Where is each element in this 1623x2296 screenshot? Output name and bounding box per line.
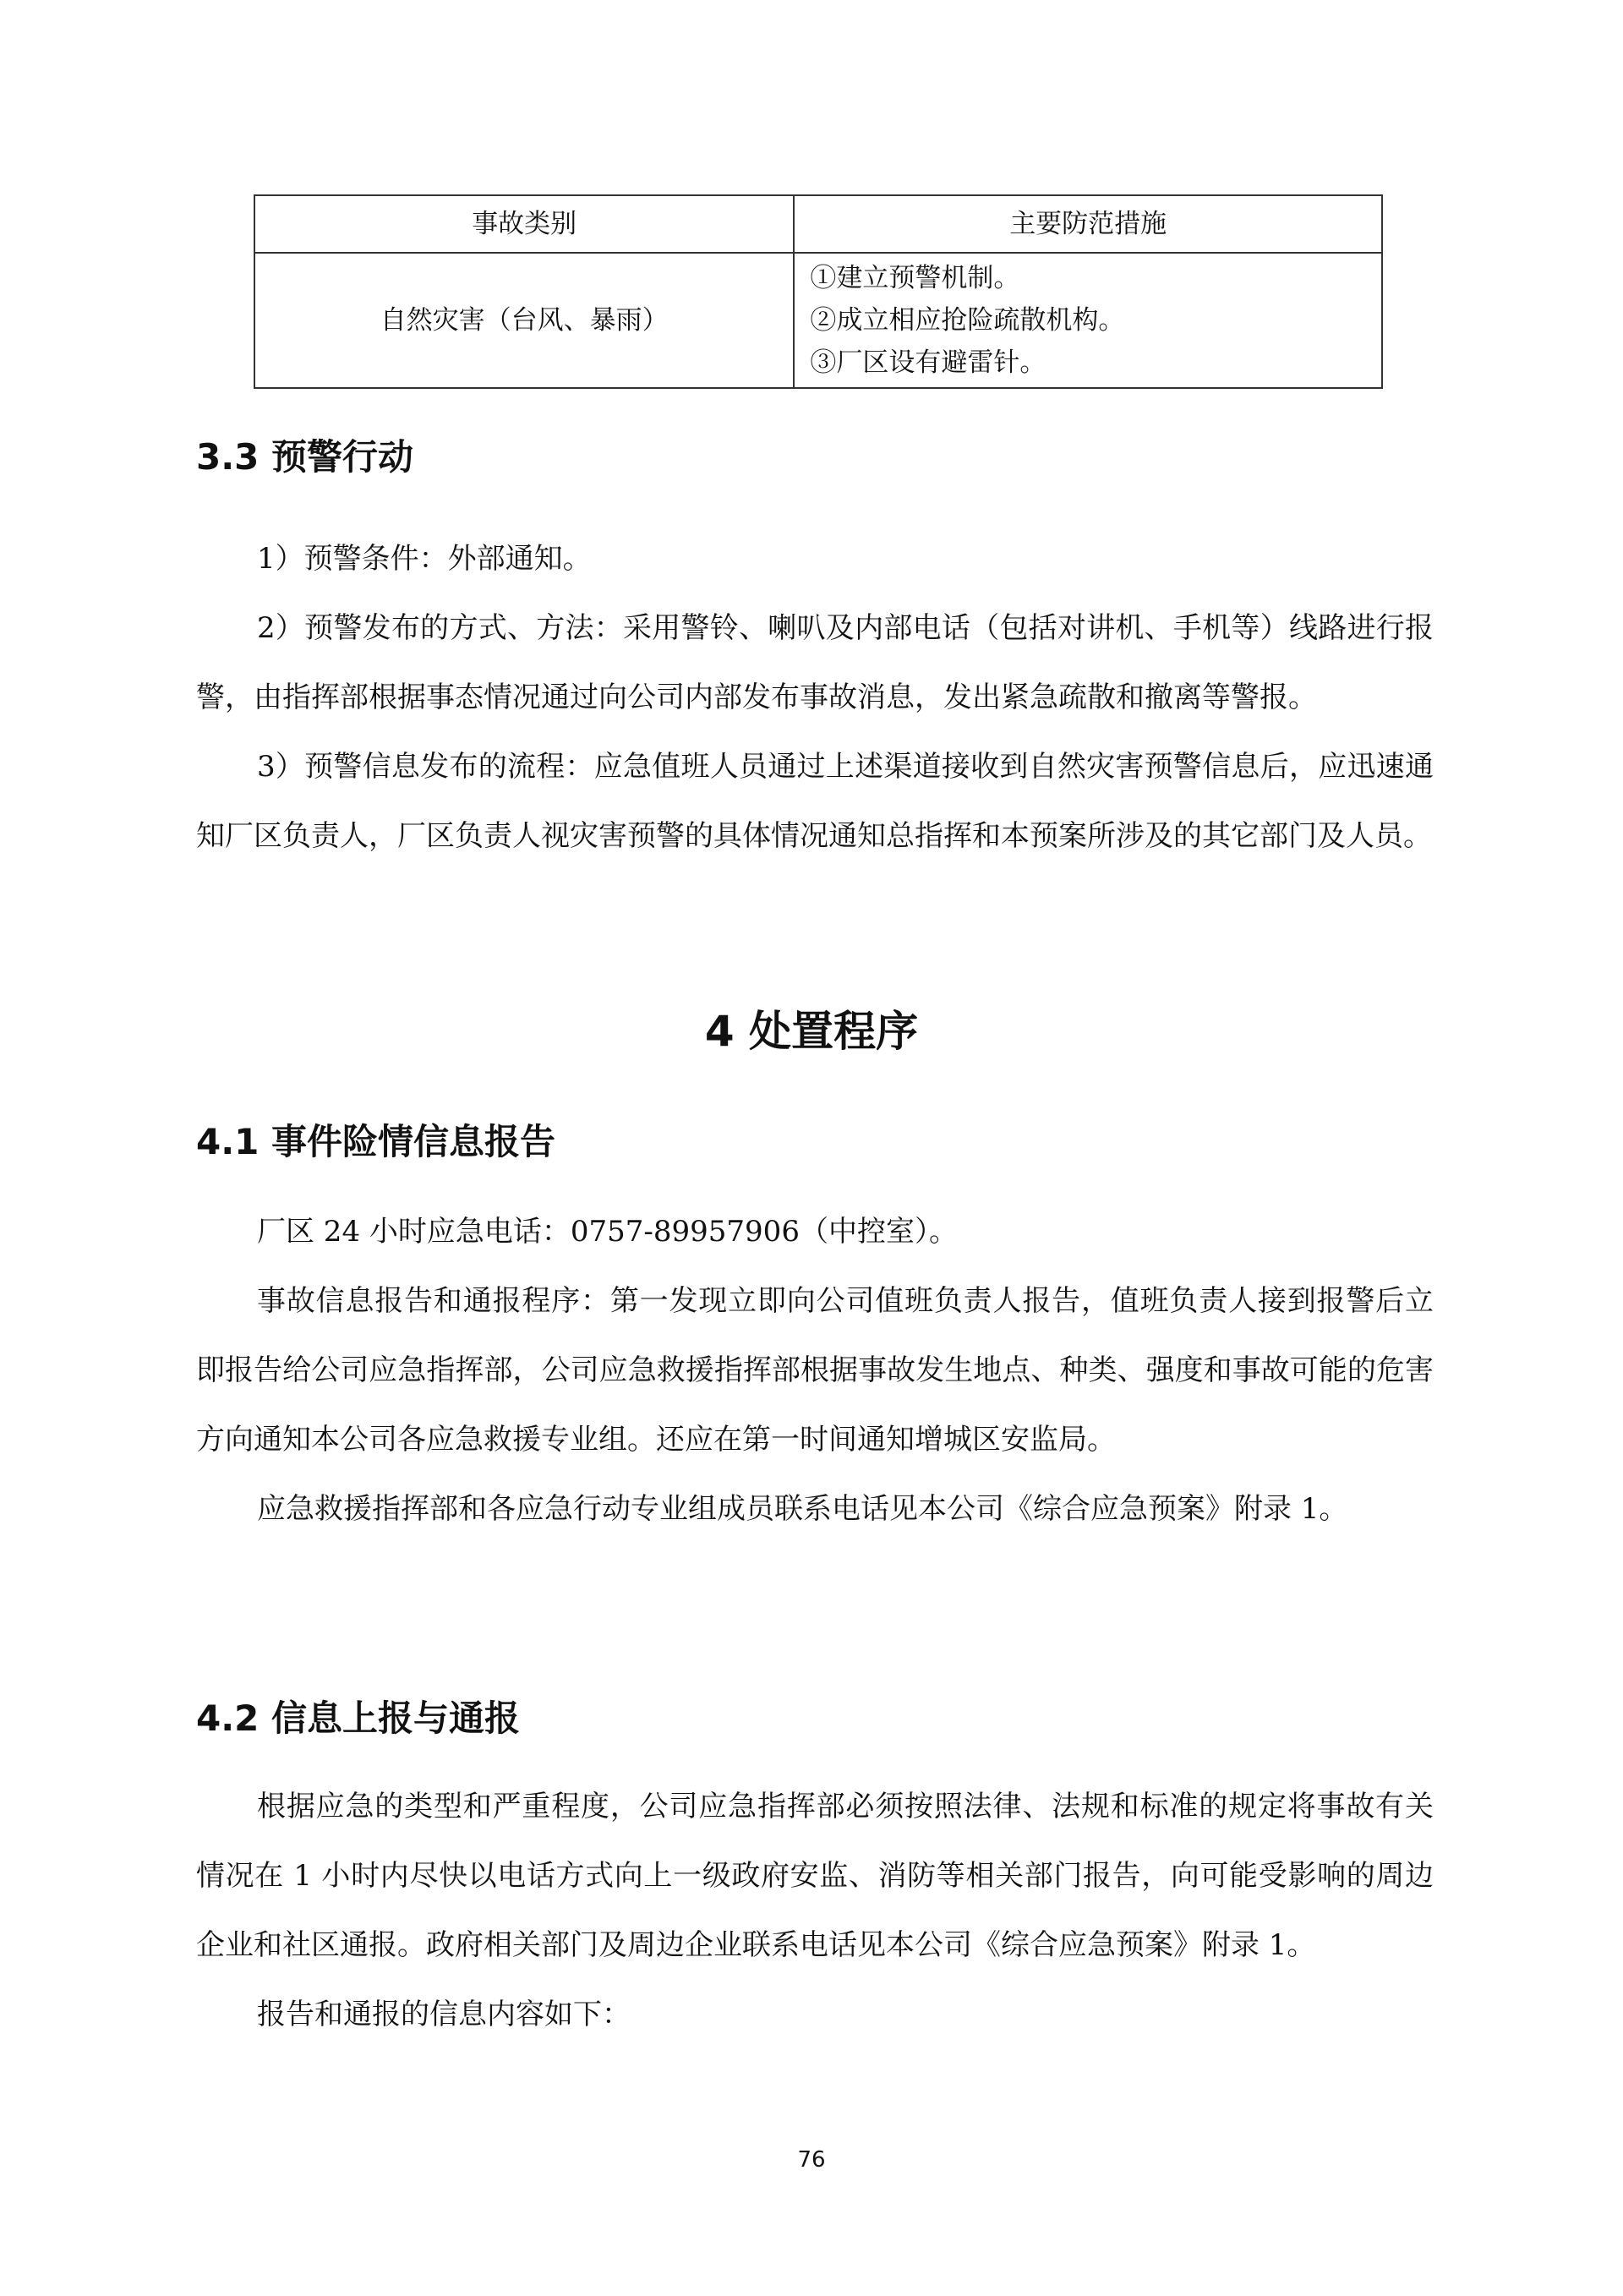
paragraph: 3）预警信息发布的流程：应急值班人员通过上述渠道接收到自然灾害预警信息后，应迅速通知厂区负责人，厂区负责人视灾害预警的具体情况通知总指挥和本预案所涉及的其它部门及人员。: [196, 750, 1434, 853]
measure-item: ③厂区设有避雷针。: [810, 347, 1046, 378]
section-3-3-heading: 3.3 预警行动: [196, 436, 414, 478]
header-accident-category: 事故类别: [254, 195, 794, 253]
prevention-measures-table: [254, 194, 1383, 389]
section-4-2-heading: 4.2 信息上报与通报: [196, 1697, 521, 1739]
table-row: [254, 253, 1382, 388]
chapter-4-heading: 4 处置程序: [704, 1007, 919, 1056]
measure-item: ①建立预警机制。: [810, 263, 1020, 293]
section-3-3-body: [196, 524, 1434, 871]
section-4-1-body: [196, 1197, 1434, 1544]
section-4-2-body: [196, 1772, 1434, 2049]
cell-measures: [794, 253, 1382, 388]
cell-category: 自然灾害（台风、暴雨）: [254, 253, 794, 388]
paragraph: 厂区 24 小时应急电话：0757-89957906（中控室）。: [257, 1215, 958, 1249]
page-number: 76: [797, 2147, 826, 2173]
paragraph: 2）预警发布的方式、方法：采用警铃、喇叭及内部电话（包括对讲机、手机等）线路进行报警，由指挥部根据事态情况通过向公司内部发布事故消息，发出紧急疏散和撤离等警报。: [196, 611, 1434, 714]
paragraph: 根据应急的类型和严重程度，公司应急指挥部必须按照法律、法规和标准的规定将事故有关情况在 1 小时内尽快以电话方式向上一级政府安监、消防等相关部门报告，向可能受影响的周边企业和社区通报。政府相关部门及周边企业联系电话见本公司《综合应急预案》附录 1。: [196, 1790, 1434, 1962]
paragraph: 事故信息报告和通报程序：第一发现立即向公司值班负责人报告，值班负责人接到报警后立即报告给公司应急指挥部，公司应急救援指挥部根据事故发生地点、种类、强度和事故可能的危害方向通知本公司各应急救援专业组。还应在第一时间通知增城区安监局。: [196, 1284, 1434, 1457]
header-main-measures: 主要防范措施: [794, 195, 1382, 253]
measure-item: ②成立相应抢险疏散机构。: [810, 305, 1125, 336]
section-4-1-heading: 4.1 事件险情信息报告: [196, 1121, 556, 1162]
paragraph: 应急救援指挥部和各应急行动专业组成员联系电话见本公司《综合应急预案》附录 1。: [257, 1492, 1348, 1526]
paragraph: 1）预警条件：外部通知。: [257, 542, 592, 576]
paragraph: 报告和通报的信息内容如下：: [257, 1998, 631, 2031]
table-header-row: [254, 195, 1382, 253]
